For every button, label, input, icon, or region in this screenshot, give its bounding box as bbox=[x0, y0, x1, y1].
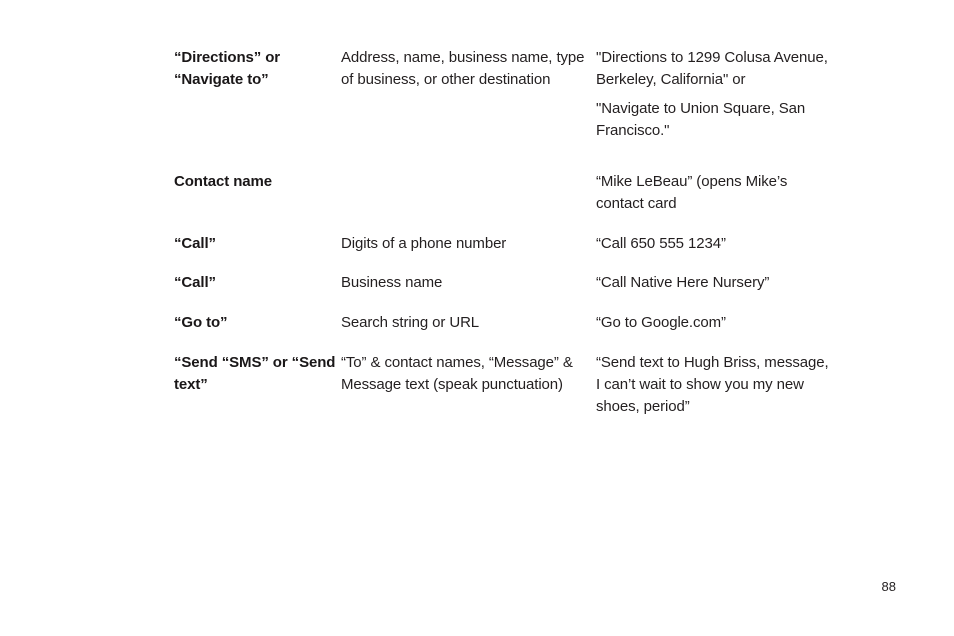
command-cell: “Send “SMS” or “Send text” bbox=[174, 354, 336, 393]
table-row bbox=[174, 312, 834, 352]
table-row bbox=[174, 171, 834, 233]
examples-cell bbox=[596, 352, 834, 418]
examples-cell bbox=[596, 312, 834, 352]
command-cell: “Call” bbox=[174, 274, 216, 291]
example-text: “Call Native Here Nursery” bbox=[596, 274, 770, 291]
parameters-cell: Digits of a phone number bbox=[341, 235, 507, 252]
examples-cell bbox=[596, 272, 834, 312]
command-cell: “Go to” bbox=[174, 314, 228, 331]
command-cell: “Call” bbox=[174, 235, 216, 252]
parameters-cell: Business name bbox=[341, 274, 443, 291]
example-text: “Call 650 555 1234” bbox=[596, 235, 726, 252]
examples-cell bbox=[596, 47, 834, 171]
parameters-cell: Address, name, business name, type of business, or other destination bbox=[341, 49, 585, 88]
parameters-cell: Search string or URL bbox=[341, 314, 480, 331]
example-text: "Navigate to Union Square, San Francisco." bbox=[596, 100, 806, 139]
example-text: “Go to Google.com” bbox=[596, 314, 726, 331]
examples-cell bbox=[596, 171, 834, 233]
command-cell: Contact name bbox=[174, 173, 272, 190]
example-text: "Directions to 1299 Colusa Avenue, Berkeley, California" or bbox=[596, 49, 828, 88]
page-number: 88 bbox=[881, 579, 896, 594]
examples-cell bbox=[596, 233, 834, 272]
table-row bbox=[174, 272, 834, 312]
table-row bbox=[174, 352, 834, 418]
table-row bbox=[174, 47, 834, 171]
parameters-cell bbox=[341, 171, 596, 233]
example-text: “Send text to Hugh Briss, message, I can’t wait to show you my new shoes, period” bbox=[596, 354, 829, 415]
voice-commands-table bbox=[174, 47, 834, 418]
parameters-cell: “To” & contact names, “Message” & Message text (speak punctuation) bbox=[341, 354, 573, 393]
table-row bbox=[174, 233, 834, 272]
command-cell: “Directions” or “Navigate to” bbox=[174, 49, 281, 88]
example-text: “Mike LeBeau” (opens Mike’s contact card bbox=[596, 173, 788, 212]
